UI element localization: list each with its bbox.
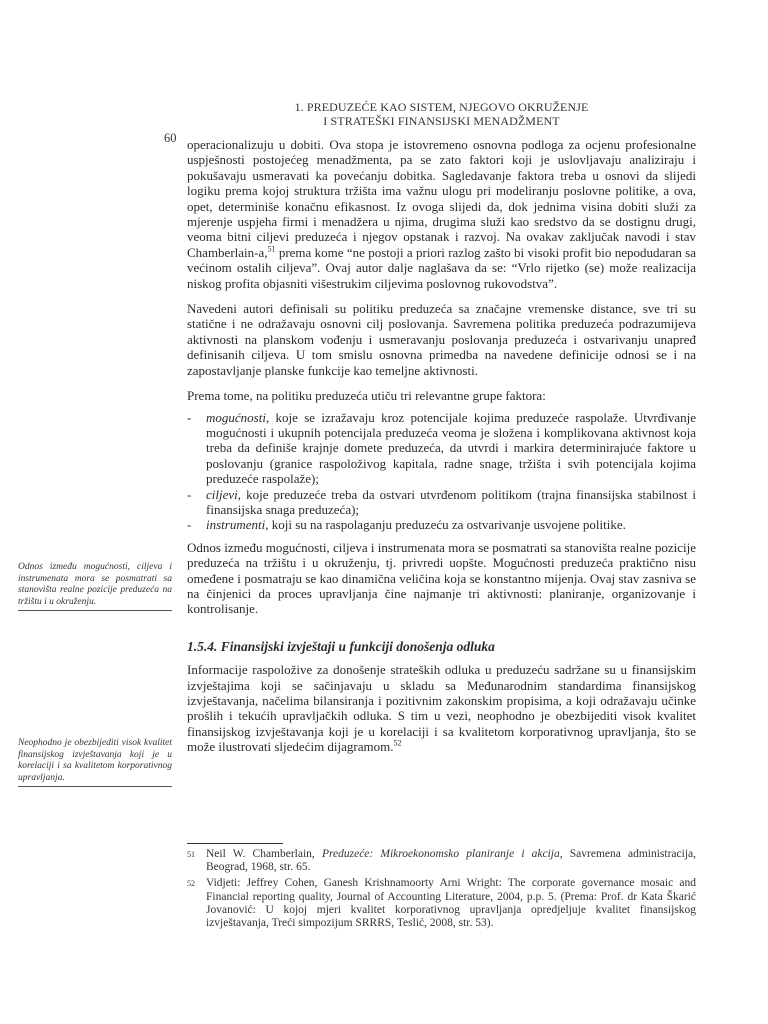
paragraph-1-text-continued: prema kome “ne postoji a priori razlog zašto bi visoki profit bio nepodudaran sa većinom ostalih ciljeva”. Ovaj autor dalje naglašava da se: “Vrlo rijetko (se) može realizacija niskog profita objasniti višestrukim ciljevima poslovnog rukovodstva”. (187, 244, 696, 291)
list-item-term: ciljevi (206, 486, 238, 502)
section-heading: 1.5.4. Finansijski izvještaji u funkciji donošenja odluka (187, 638, 495, 654)
paragraph-1 (187, 137, 696, 291)
running-header (187, 100, 696, 128)
footnote-text: Neil W. Chamberlain, (206, 848, 322, 860)
paragraph-5-text: Informacije raspoložive za donošenje strateških odluka u preduzeću sadržane su u finansijskim izvještajima koji se sačinjavaju u skladu sa Međunarodnim standardima finansijskog izvještavanja, načelima bilansiranja i pozitivnim zakonskim propisima, a koji odražavaju učinke prošlih i tekućih upravljačkih odluka. S tim u vezi, neophodno je obezbijediti visok kvalitet finansijskog izvještavanja koji je u korelaciji i sa kvalitetom korporativnog upravljanja, što se može ilustrovati sljedećim dijagramom. (187, 662, 696, 755)
main-text (187, 137, 696, 765)
footnote (187, 848, 696, 874)
running-header-line-1: 1. PREDUZEĆE KAO SISTEM, NJEGOVO OKRUŽENJE (294, 100, 589, 114)
page-number: 60 (164, 131, 177, 145)
list-item (187, 410, 696, 487)
list-item-text: , koje se izražavaju kroz potencijale kojima preduzeće raspolaže. Utvrđivanje mogućnosti i ukupnih potencijala preduzeća veoma je složena i komplikovana aktivnost koja treba da definiše krajnje domete preduzeća, da utvrdi i markira determinirajuće faktore u poslovanju (granice raspoloživog kapitala, radne snage, tržišta i svih potencijala kojima preduzeće raspolaže); (206, 409, 696, 487)
margin-note (18, 562, 172, 611)
paragraph-1-text: operacionalizuju u dobiti. Ova stopa je istovremeno osnovna podloga za ocjenu profesionalne uspješnosti postojećeg menadžmenta, pa se zato faktori koji je uslovljavaju analiziraju i pokušavaju usmeravati ka povećanju dobitka. Sagledavanje faktora treba u osnovi da slijedi logiku prema kojoj struktura tržišta ima važnu ulogu pri modeliranju poslovne politike, a ova, opet, determiniše konačnu efikasnost. Iz ovoga slijedi da, dok jednima visina dobiti služi za mjerenje uspjeha firmi i menadžera u njima, drugima služi kao sredstvo da se dostignu drugi, veoma bitni ciljevi preduzeća i njegov opstanak i razvoj. Na ovakav zaključak navodi i stav Chamberlain-a, (187, 137, 696, 260)
margin-note (18, 738, 172, 787)
footnote-title: Preduzeće: Mikroekonomsko planiranje i akcija, (321, 848, 563, 860)
factor-list (187, 410, 696, 533)
paragraph-3: Prema tome, na politiku preduzeća utiču tri relevantne grupe faktora: (187, 388, 546, 404)
dash-bullet: - (187, 486, 192, 502)
dash-bullet: - (187, 409, 192, 425)
margin-note-text: Odnos između mogućnosti, ciljeva i instrumenata mora se posmatrati sa stanovišta realne pozicije preduzeća na tržištu i u okruženju. (18, 562, 172, 607)
dash-bullet: - (187, 517, 192, 533)
footnote-number: 52 (187, 879, 195, 889)
running-header-line-2: I STRATEŠKI FINANSIJSKI MENADŽMENT (323, 114, 560, 128)
footnote (187, 877, 696, 930)
list-item-text: , koji su na raspolaganju preduzeću za ostvarivanje usvojene politike. (265, 517, 626, 533)
footnote-separator (187, 843, 283, 844)
list-item (187, 517, 696, 532)
paragraph-5 (187, 662, 696, 754)
margin-note-rule (18, 610, 172, 611)
footnote-number: 51 (187, 850, 195, 859)
margin-note-rule (18, 786, 172, 787)
paragraph-4: Odnos između mogućnosti, ciljeva i instrumenata mora se posmatrati sa stanovišta realne pozicije preduzeća na tržištu i u okruženju, tj. privredi uopšte. Mogućnosti preduzeća praktično nisu omeđene i posmatraju se kao dinamična veličina koja se konstantno mijenja. Ovaj stav zasniva se na činjenici da proces upravljanja čine najmanje tri aktivnosti: planiranje, organizovanje i kontrolisanje. (187, 539, 696, 617)
list-item (187, 487, 696, 518)
footnote-ref-52: 52 (393, 738, 402, 748)
list-item-text: , koje preduzeće treba da ostvari utvrđenom politikom (trajna finansijska stabilnost i finansijska snaga preduzeća); (206, 486, 696, 517)
list-item-term: instrumenti (206, 517, 266, 533)
footnote-text: Vidjeti: Jeffrey Cohen, Ganesh Krishnamoorty Arni Wright: The corporate governance mosaic and Financial reporting quality, Journal of Accounting Literature, 2004, p.p. 5. (Prema: Prof. dr Kata Škarić Jovanović: U kojoj mjeri kvalitet korporativnog upravljanja opredjeljuje kvalitet finansijskog izvještavanja, Treći simpozijum SRRRS, Teslić, 2008, str. 53). (206, 877, 696, 930)
footnote-text-continued: Savremena administracija, Beograd, 1968, str. 65. (206, 848, 696, 874)
footnote-ref-51: 51 (267, 244, 276, 254)
footnotes (187, 848, 696, 933)
margin-note-text: Neophodno je obezbijediti visok kvalitet finansijskog izvještavanja koji je u korelaciji i sa kvalitetom korporativnog upravljanja. (18, 738, 172, 783)
list-item-term: mogućnosti (206, 409, 266, 425)
paragraph-2: Navedeni autori definisali su politiku preduzeća sa značajne vremenske distance, sve tri su statične i ne odražavaju osnovni cilj poslovanja. Savremena politika preduzeća podrazumijeva aktivnosti na planskom vođenju i usmeravanju poslovanja preduzeća i ostvarivanju unapređ definisanih ciljeva. U tom smislu osnovna primedba na navedene definicije odnosi se i na zapostavljanje planske funkcije kao temeljne aktivnosti. (187, 301, 696, 378)
